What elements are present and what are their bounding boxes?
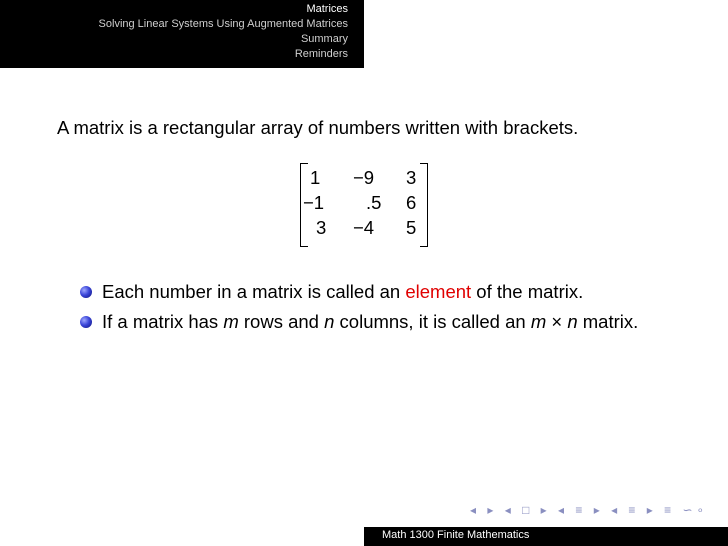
matrix-cell: .5 [366,192,382,213]
matrix-cell: −4 [353,217,375,238]
bullet-icon [80,286,92,298]
header-bar [0,0,728,68]
footer-left-panel [0,527,364,546]
nav-item-matrices[interactable]: Matrices [306,3,348,15]
intro-text: A matrix is a rectangular array of numbers written with brackets. [57,117,579,138]
matrix-cell: 1 [310,167,321,188]
matrix-row [300,217,428,241]
nav-item-summary[interactable]: Summary [300,33,348,45]
element-term: element [405,281,472,302]
footer-title: Math 1300 Finite Mathematics [382,529,530,541]
bullet-text: rows and [238,311,325,332]
bullet-item [80,310,690,334]
bullet-list [80,280,690,340]
var-n: n [567,311,578,332]
bullet-text: of the matrix. [471,281,584,302]
footer-bar [0,527,728,546]
section-nav [99,2,348,62]
matrix-cell: −9 [353,167,375,188]
matrix-row [300,167,428,191]
var-m: m [223,311,239,332]
bullet-text: Each number in a matrix is called an [102,281,406,302]
var-m: m [530,311,547,332]
matrix-cell: 5 [406,217,417,238]
bullet-icon [80,316,92,328]
bullet-text: matrix. [577,311,639,332]
matrix-row [300,192,428,216]
footer-right-panel [364,527,728,546]
bullet-text: If a matrix has [102,311,224,332]
matrix-cell: 6 [406,192,417,213]
matrix-cell: 3 [406,167,417,188]
header-nav-panel [0,0,364,68]
matrix [300,163,428,247]
matrix-cell: −1 [303,192,325,213]
beamer-nav-icons[interactable]: ◂ ▸ ◂ □ ▸ ◂ ≡ ▸ ◂ ≡ ▸ ≡ ∽∘ [470,503,709,517]
bullet-text: columns, it is called an [334,311,531,332]
nav-item-augmented[interactable]: Solving Linear Systems Using Augmented Matrices [98,18,348,30]
var-n: n [324,311,335,332]
matrix-cell: 3 [316,217,327,238]
bullet-item [80,280,690,304]
times-symbol: × [546,311,568,332]
nav-item-reminders[interactable]: Reminders [294,48,348,60]
header-right-panel [364,0,728,68]
